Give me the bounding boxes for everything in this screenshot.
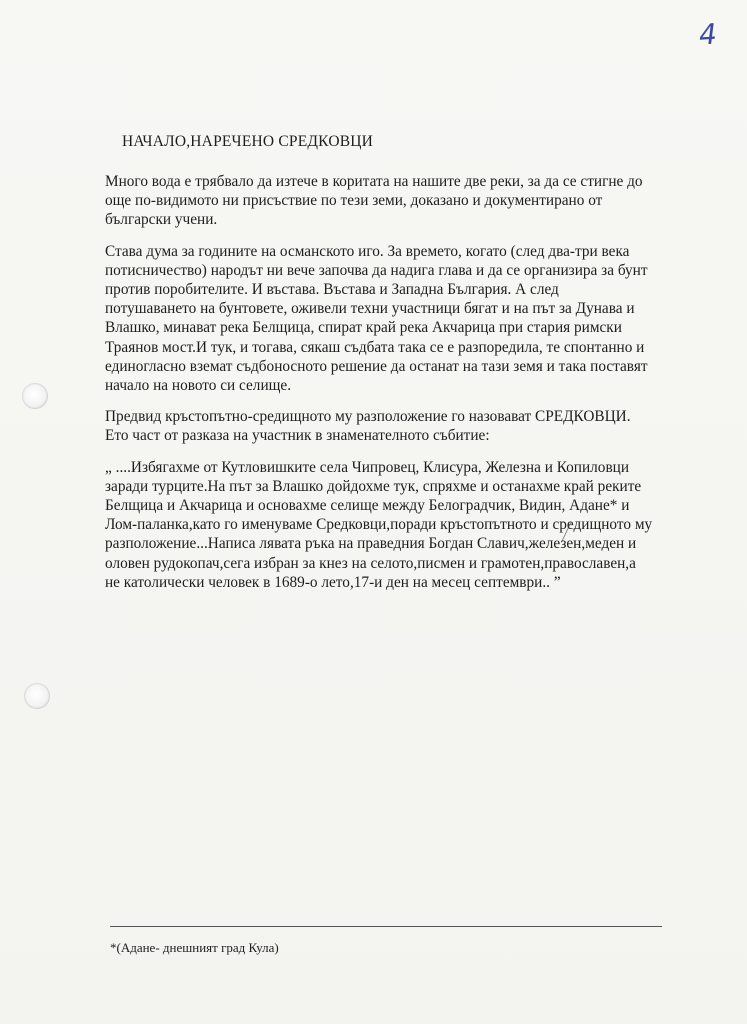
paragraph: Много вода е трябвало да изтече в коритата на нашите две реки, за да се стигне до още по-видимото ни присъствие по тези земи, доказано и документирано от български учени.	[105, 173, 643, 229]
handwritten-page-number: 4	[698, 17, 719, 52]
document-title: НАЧАЛО,НАРЕЧЕНО СРЕДКОВЦИ	[122, 133, 374, 150]
footnote-divider	[110, 926, 662, 927]
paragraph: Става дума за годините на османското иго. За времето, когато (след два-три века потисничество) народът ни вече започва да надига глава и да се организира за бунт против поробителите. И въстава. Въстава и Западна България. А след потушаването на бунтовете, оживели техни участници бягат и на път за Дунава и Влашко, минават река Белщица, спират край река Акчарица при стария римски Траянов мост.И тук, и тогава, сякаш съдбата така се е разпоредила, те спонтанно и единогласно вземат съдбоносното решение да останат на тази земя и така поставят начало на новото си селище.	[105, 242, 648, 395]
punch-hole	[24, 683, 50, 709]
punch-hole	[22, 383, 48, 409]
paragraph: Предвид кръстопътно-средищното му разположение го назовават СРЕДКОВЦИ. Ето част от разказа на участник в знаменателното събитие:	[105, 408, 631, 445]
footnote: *(Адане- днешният град Кула)	[110, 940, 279, 955]
quote-paragraph: „ ....Избягахме от Кутловишките села Чипровец, Клисура, Железна и Копиловци заради турците.На път за Влашко дойдохме тук, спряхме и останахме край реките Белщица и Акчарица и основахме селище между Белоградчик, Видин, Адане* и Лом-паланка,като го именуваме Средковци,поради кръстопътното и средищното му разположение...Написа лявата ръка на праведния Богдан Славич,железен,меден и оловен рудокопач,сега избран за кнез на селото,писмен и грамотен,православен,а не католически человек в 1689-о лето,17-и ден на месец септември.. ”	[105, 458, 653, 591]
